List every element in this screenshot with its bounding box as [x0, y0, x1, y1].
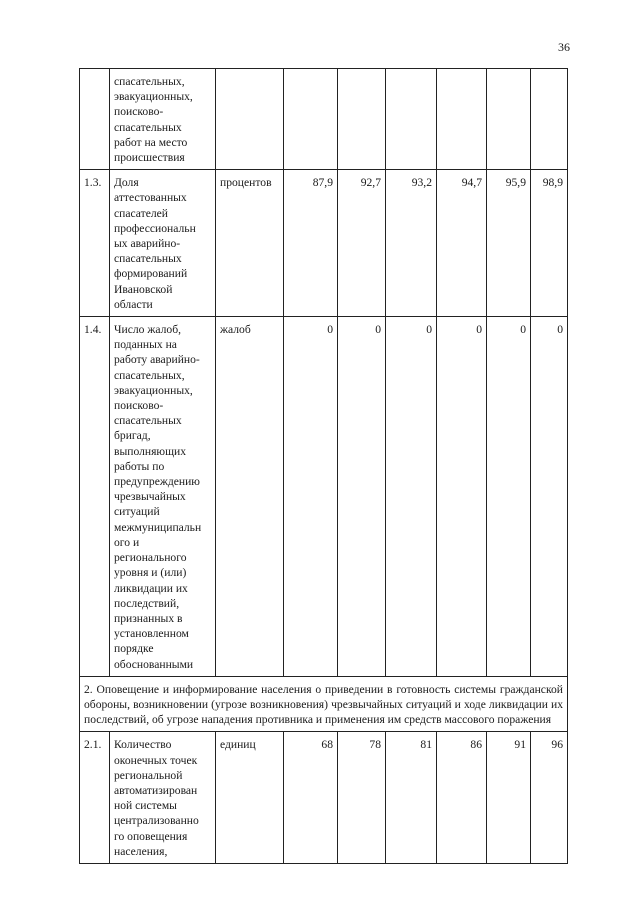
value-cell: 86	[437, 732, 487, 864]
indicator-name-line: спасательных	[114, 252, 182, 266]
indicator-name-line: Число жалоб,	[114, 323, 182, 337]
value-cell: 0	[437, 317, 487, 677]
indicator-name-line: ликвидации их	[114, 581, 188, 595]
row-number-cell: 1.3.	[80, 170, 110, 317]
indicator-name-line: спасательных,	[114, 75, 185, 88]
indicator-name-line: работ на место	[114, 135, 188, 149]
indicator-name-line: автоматизирован	[114, 783, 198, 797]
value-cell: 95,9	[487, 170, 531, 317]
indicator-name-line: чрезвычайных	[114, 490, 186, 504]
indicator-name-cell	[110, 170, 216, 317]
indicator-name-line: спасательных	[114, 120, 182, 134]
indicator-name-line: выполняющих	[114, 444, 187, 458]
indicator-name-line: межмуниципальн	[114, 520, 202, 534]
indicator-name-line: бригад,	[114, 429, 151, 443]
indicator-name-line: Количество	[114, 738, 172, 752]
indicator-name-line: эвакуационных,	[114, 90, 193, 104]
table-row	[80, 732, 568, 864]
value-cell: 81	[386, 732, 437, 864]
indicator-name-line: работу аварийно-	[114, 353, 200, 367]
indicator-name-cell	[110, 317, 216, 677]
value-cell: 87,9	[284, 170, 338, 317]
indicator-name-line: спасательных,	[114, 368, 185, 382]
value-cell: 98,9	[531, 170, 568, 317]
value-cell: 92,7	[338, 170, 386, 317]
indicator-name-line: установленном	[114, 627, 189, 641]
value-cell: 96	[531, 732, 568, 864]
value-cell	[386, 69, 437, 170]
indicators-table	[79, 68, 568, 864]
indicator-name-line: ого и	[114, 535, 140, 549]
table-row	[80, 69, 568, 170]
table-row	[80, 170, 568, 317]
value-cell	[531, 69, 568, 170]
indicator-name-cell	[110, 69, 216, 170]
value-cell: 78	[338, 732, 386, 864]
indicator-name-line: ситуаций	[114, 505, 160, 519]
indicator-name-line: поданных на	[114, 338, 177, 352]
section-heading-cell: 2. Оповещение и информирование населения о приведении в готовность системы гражданской обороны, возникновении (угрозе возникновения) чрезвычайных ситуаций и ходе ликвидации их последствий, об угрозе нападения противника и применения им средств массового поражения	[80, 676, 568, 732]
indicator-name-line: централизованно	[114, 814, 199, 828]
value-cell	[338, 69, 386, 170]
indicator-name-line: спасателей	[114, 206, 168, 220]
row-number-cell: 1.4.	[80, 317, 110, 677]
page-number: 36	[558, 40, 570, 54]
value-cell: 0	[487, 317, 531, 677]
indicator-name-line: Доля	[114, 176, 139, 190]
row-number-cell	[80, 69, 110, 170]
indicator-name-line: области	[114, 297, 153, 311]
value-cell	[284, 69, 338, 170]
unit-cell: процентов	[216, 170, 284, 317]
indicator-name-line: последствий,	[114, 596, 180, 610]
indicator-name-line: го оповещения	[114, 829, 188, 843]
value-cell	[487, 69, 531, 170]
indicator-name-line: населения,	[114, 844, 168, 858]
value-cell: 0	[338, 317, 386, 677]
indicator-name-line: Ивановской	[114, 282, 173, 296]
indicator-name-line: поисково-	[114, 105, 164, 119]
indicator-name-line: происшествия	[114, 151, 185, 165]
indicator-name-line: обоснованными	[114, 657, 194, 671]
indicator-name-line: уровня и (или)	[114, 566, 187, 580]
indicator-name-line: ых аварийно-	[114, 237, 181, 251]
indicator-name-line: аттестованных	[114, 191, 187, 205]
table-row	[80, 317, 568, 677]
unit-cell: единиц	[216, 732, 284, 864]
value-cell: 91	[487, 732, 531, 864]
indicator-name-line: оконечных точек	[114, 753, 198, 767]
indicator-name-line: работы по	[114, 459, 165, 473]
indicator-name-cell	[110, 732, 216, 864]
value-cell: 0	[284, 317, 338, 677]
value-cell: 0	[531, 317, 568, 677]
value-cell: 68	[284, 732, 338, 864]
indicator-name-line: ной системы	[114, 799, 177, 813]
indicator-name-line: признанных в	[114, 611, 183, 625]
indicator-name-line: профессиональн	[114, 221, 196, 235]
value-cell: 93,2	[386, 170, 437, 317]
indicator-name-line: порядке	[114, 642, 154, 656]
indicator-name-line: поисково-	[114, 399, 164, 413]
section-heading-row	[80, 676, 568, 732]
row-number-cell: 2.1.	[80, 732, 110, 864]
indicator-name-line: региональной	[114, 768, 183, 782]
unit-cell: жалоб	[216, 317, 284, 677]
indicator-name-line: формирований	[114, 267, 188, 281]
value-cell	[437, 69, 487, 170]
value-cell: 0	[386, 317, 437, 677]
indicator-name-line: спасательных	[114, 414, 182, 428]
indicator-name-line: регионального	[114, 551, 187, 565]
indicator-name-line: эвакуационных,	[114, 383, 193, 397]
unit-cell	[216, 69, 284, 170]
value-cell: 94,7	[437, 170, 487, 317]
indicator-name-line: предупреждению	[114, 475, 200, 489]
